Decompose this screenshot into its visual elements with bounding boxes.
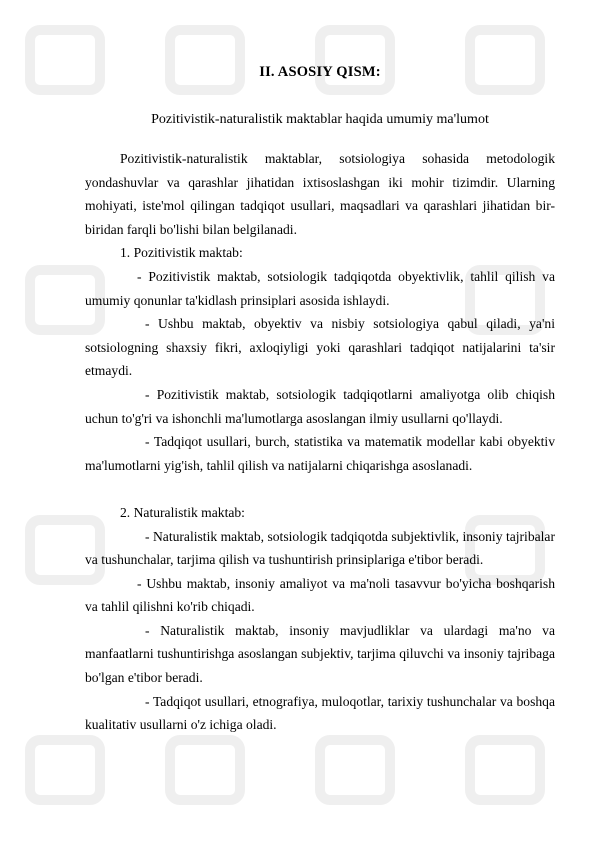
section1-point: - Pozitivistik maktab, sotsiologik tadqiqotda obyektivlik, tahlil qilish va umumiy qonunlar ta'kidlash prinsiplari asosida ishlaydi. (85, 268, 555, 308)
document-body (85, 147, 555, 737)
section2-point: - Naturalistik maktab, sotsiologik tadqiqotda subjektivlik, insoniy tajribalar va tushunchalar, tarjima qilish va tushuntirish prinsiplariga e'tibor beradi. (85, 528, 555, 568)
section1-heading: 1. Pozitivistik maktab: (120, 245, 243, 261)
page-subtitle: Pozitivistik-naturalistik maktablar haqida umumiy ma'lumot (151, 112, 489, 127)
section-spacer (85, 477, 555, 501)
section1-point: - Pozitivistik maktab, sotsiologik tadqiqotlarni amaliyotga olib chiqish uchun to'g'ri va ishonchli ma'lumotlarga asoslangan ilmiy usullarni qo'llaydi. (85, 386, 555, 426)
section2-heading: 2. Naturalistik maktab: (120, 504, 245, 520)
page-title: II. ASOSIY QISM: (259, 64, 381, 80)
section2-point: - Naturalistik maktab, insoniy mavjudliklar va ulardagi ma'no va manfaatlarni tushuntirishga asoslangan subjektiv, tarjima qiluvchi va insoniy tajribaga bo'lgan e'tibor beradi. (85, 622, 555, 686)
intro-paragraph: Pozitivistik-naturalistik maktablar, sotsiologiya sohasida metodologik yondashuvlar va qarashlar jihatidan ixtisoslashgan iki mohir tizimdir. Ularning mohiyati, iste'mol qilingan tadqiqot usullari, maqsadlari va qarashlari jihatidan bir-biridan farqli bo'lishi bilan belgilanadi. (85, 151, 555, 237)
section1-point: - Ushbu maktab, obyektiv va nisbiy sotsiologiya qabul qiladi, ya'ni sotsiologning shaxsiy fikri, axloqiyligi yoki qarashlari tadqiqot natijalarini ta'sir etmaydi. (85, 316, 555, 379)
section2-point: - Tadqiqot usullari, etnografiya, muloqotlar, tarixiy tushunchalar va boshqa kualitativ usullarni o'z ichiga oladi. (85, 693, 555, 733)
section2-point: - Ushbu maktab, insoniy amaliyot va ma'noli tasavvur bo'yicha boshqarish va tahlil qilishni ko'rib chiqadi. (85, 575, 555, 615)
section1-point: - Tadqiqot usullari, burch, statistika va matematik modellar kabi obyektiv ma'lumotlarni yig'ish, tahlil qilish va natijalarni chiqarishga asoslanadi. (85, 434, 555, 473)
